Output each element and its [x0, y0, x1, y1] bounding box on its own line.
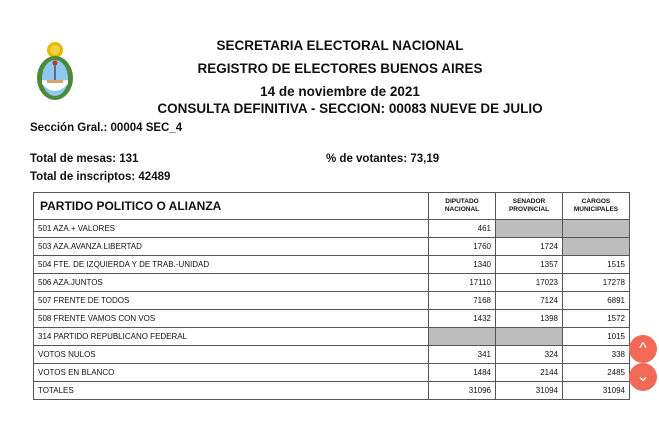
header-title-line-1: SECRETARIA ELECTORAL NACIONAL: [216, 38, 464, 53]
diputado-votes-cell: 461: [429, 220, 496, 238]
scroll-down-button[interactable]: ⌄: [629, 363, 657, 391]
diputado-votes-cell: 17110: [429, 274, 496, 292]
cargos-votes-cell: 1572: [563, 310, 630, 328]
cargos-votes-cell: 31094: [563, 382, 630, 400]
senador-votes-cell: 1357: [496, 256, 563, 274]
header-date: 14 de noviembre de 2021: [260, 84, 420, 99]
table-row: [34, 238, 630, 256]
results-table: [33, 192, 630, 400]
senador-votes-cell: [496, 328, 563, 346]
cargos-votes-cell: 2485: [563, 364, 630, 382]
party-name-cell: TOTALES: [34, 382, 429, 400]
table-row: [34, 346, 630, 364]
party-name-cell: 504 FTE. DE IZQUIERDA Y DE TRAB.-UNIDAD: [34, 256, 429, 274]
argentina-coat-of-arms-icon: [36, 40, 74, 104]
cargos-votes-cell: 6891: [563, 292, 630, 310]
senador-votes-cell: 1398: [496, 310, 563, 328]
cargos-votes-cell: 1015: [563, 328, 630, 346]
party-name-cell: 501 AZA.+ VALORES: [34, 220, 429, 238]
party-name-cell: VOTOS EN BLANCO: [34, 364, 429, 382]
diputado-votes-cell: 1760: [429, 238, 496, 256]
col-header-party: PARTIDO POLITICO O ALIANZA: [34, 193, 429, 220]
total-inscriptos: Total de inscriptos: 42489: [30, 171, 171, 183]
party-name-cell: VOTOS NULOS: [34, 346, 429, 364]
pct-votantes: % de votantes: 73,19: [326, 153, 440, 165]
party-name-cell: 314 PARTIDO REPUBLICANO FEDERAL: [34, 328, 429, 346]
total-mesas: Total de mesas: 131: [30, 153, 139, 165]
diputado-votes-cell: 31096: [429, 382, 496, 400]
diputado-votes-cell: 341: [429, 346, 496, 364]
table-row: [34, 220, 630, 238]
table-row: [34, 310, 630, 328]
senador-votes-cell: 7124: [496, 292, 563, 310]
cargos-votes-cell: 1515: [563, 256, 630, 274]
table-row: [34, 382, 630, 400]
senador-votes-cell: [496, 220, 563, 238]
party-name-cell: 503 AZA.AVANZA LIBERTAD: [34, 238, 429, 256]
senador-votes-cell: 324: [496, 346, 563, 364]
table-row: [34, 256, 630, 274]
header-section: CONSULTA DEFINITIVA - SECCION: 00083 NUEVE DE JULIO: [157, 101, 543, 116]
cargos-votes-cell: [563, 220, 630, 238]
table-header-row: [34, 193, 630, 220]
table-row: [34, 274, 630, 292]
table-row: [34, 292, 630, 310]
cargos-votes-cell: 17278: [563, 274, 630, 292]
table-row: [34, 328, 630, 346]
header-title-line-2: REGISTRO DE ELECTORES BUENOS AIRES: [197, 61, 483, 76]
col-header-diputado: DIPUTADO NACIONAL: [429, 193, 496, 220]
seccion-gral: Sección Gral.: 00004 SEC_4: [30, 122, 183, 134]
party-name-cell: 508 FRENTE VAMOS CON VOS: [34, 310, 429, 328]
party-name-cell: 506 AZA.JUNTOS: [34, 274, 429, 292]
cargos-votes-cell: 338: [563, 346, 630, 364]
cargos-votes-cell: [563, 238, 630, 256]
diputado-votes-cell: 1484: [429, 364, 496, 382]
diputado-votes-cell: 1432: [429, 310, 496, 328]
senador-votes-cell: 17023: [496, 274, 563, 292]
diputado-votes-cell: 1340: [429, 256, 496, 274]
party-name-cell: 507 FRENTE DE TODOS: [34, 292, 429, 310]
table-row: [34, 364, 630, 382]
scroll-up-button[interactable]: ^: [629, 335, 657, 363]
diputado-votes-cell: [429, 328, 496, 346]
senador-votes-cell: 2144: [496, 364, 563, 382]
results-table-body: [34, 220, 630, 400]
col-header-senador: SENADOR PROVINCIAL: [496, 193, 563, 220]
col-header-cargos: CARGOS MUNICIPALES: [563, 193, 630, 220]
diputado-votes-cell: 7168: [429, 292, 496, 310]
senador-votes-cell: 31094: [496, 382, 563, 400]
senador-votes-cell: 1724: [496, 238, 563, 256]
